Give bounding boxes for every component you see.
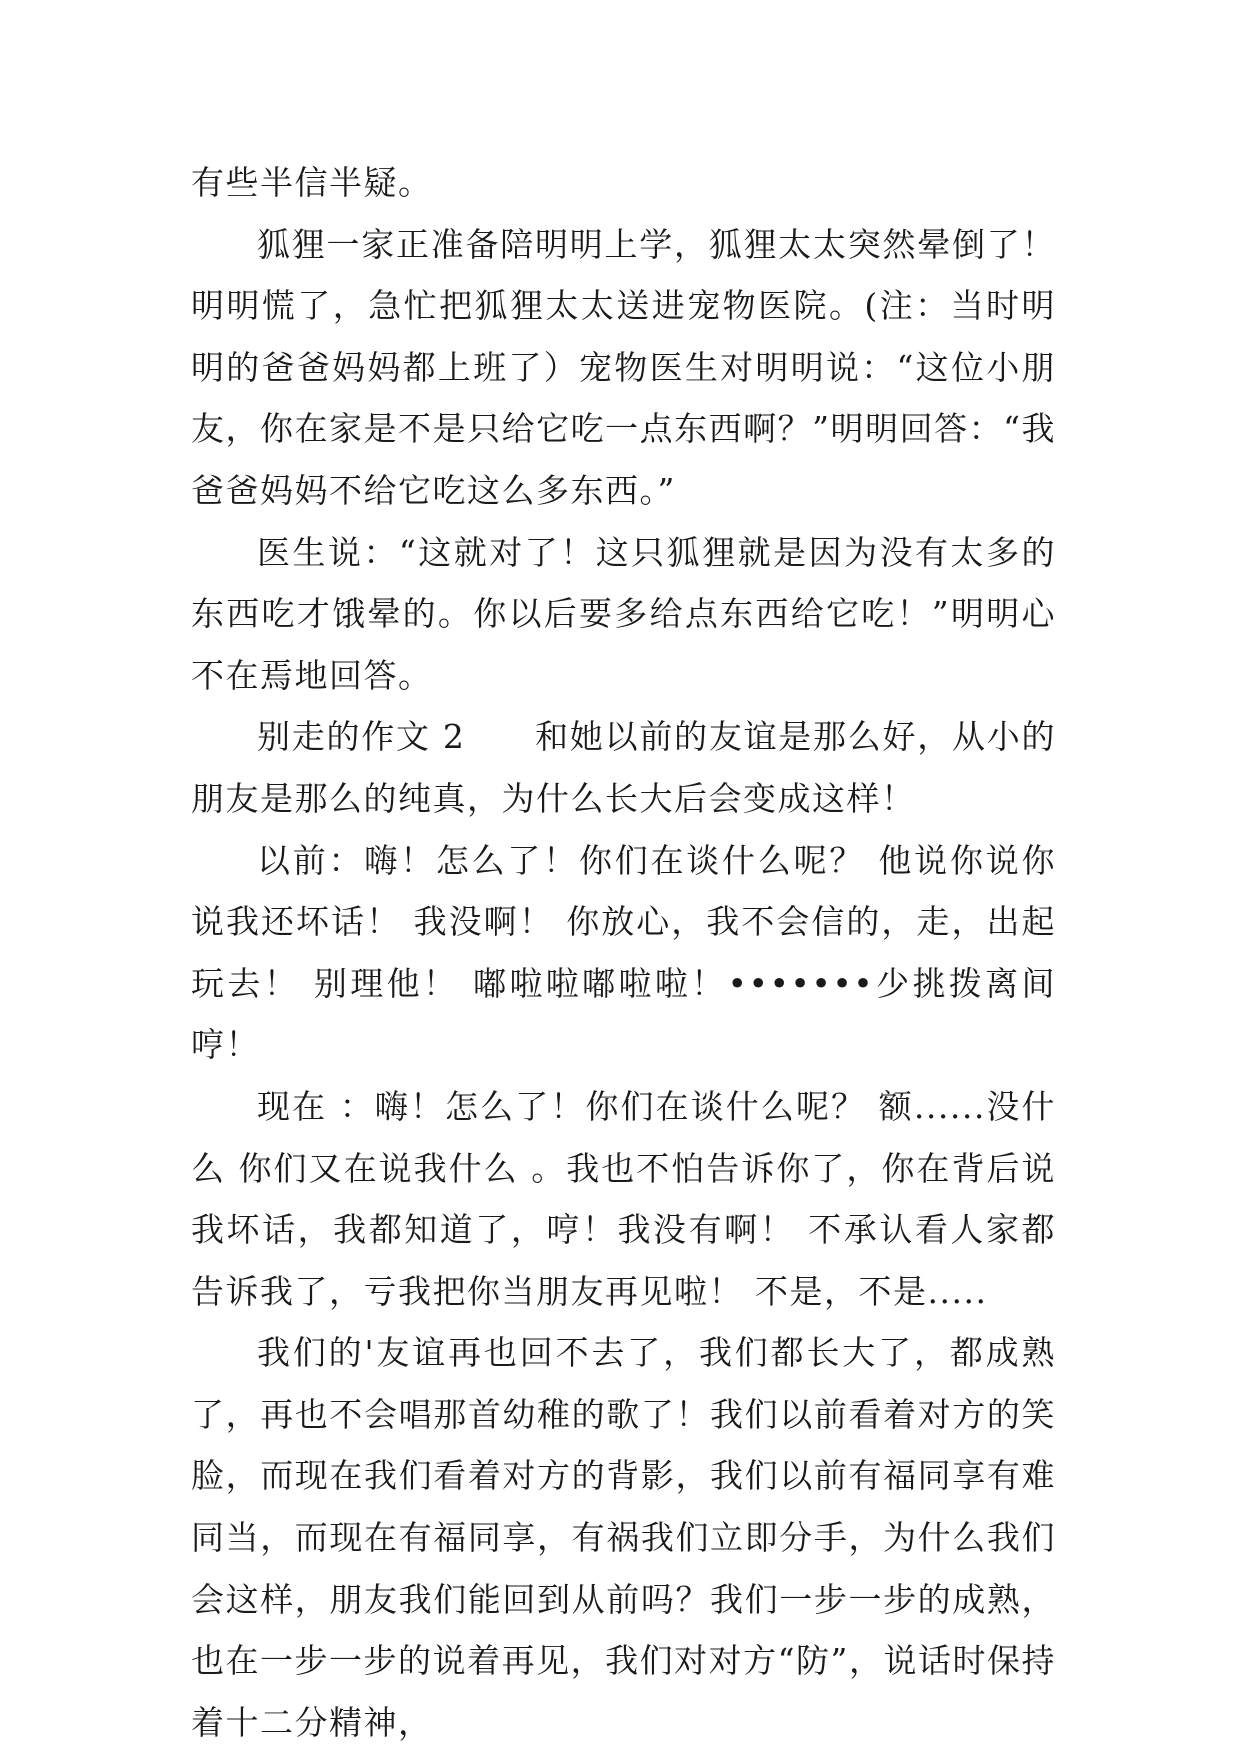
paragraph-2: 狐狸一家正准备陪明明上学，狐狸太太突然晕倒了！明明慌了，急忙把狐狸太太送进宠物医院。(注：当时明明的爸爸妈妈都上班了）宠物医生对明明说：“这位小朋友，你在家是不是只给它吃一点东西啊？”明明回答：“我爸爸妈妈不给它吃这么多东西。” — [191, 224, 1056, 510]
paragraph-1: 有些半信半疑。 — [191, 163, 433, 202]
paragraph-4: 别走的作文 2 和她以前的友谊是那么好，从小的朋友是那么的纯真，为什么长大后会变成这样！ — [191, 717, 1056, 818]
essay-body — [191, 152, 1056, 1753]
paragraph-6: 现在 ：嗨！怎么了！你们在谈什么呢？ 额......没什么 你们又在说我什么 。我也不怕告诉你了，你在背后说我坏话，我都知道了，哼！我没有啊！ 不承认看人家都告诉我了，亏我把你当朋友再见啦！ 不是，不是..... — [191, 1086, 1056, 1311]
paragraph-7: 我们的'友谊再也回不去了，我们都长大了，都成熟了，再也不会唱那首幼稚的歌了！我们以前看着对方的笑脸，而现在我们看着对方的背影，我们以前有福同享有难同当，而现在有福同享，有祸我们立即分手，为什么我们会这样，朋友我们能回到从前吗？我们一步一步的成熟，也在一步一步的说着再见，我们对对方“防”，说话时保持着十二分精神， — [191, 1333, 1056, 1742]
paragraph-3: 医生说：“这就对了！这只狐狸就是因为没有太多的东西吃才饿晕的。你以后要多给点东西给它吃！”明明心不在焉地回答。 — [191, 532, 1056, 695]
paragraph-5: 以前：嗨！怎么了！你们在谈什么呢？ 他说你说你说我还坏话！ 我没啊！ 你放心，我不会信的，走，出起玩去！ 别理他！ 嘟啦啦嘟啦啦！•••••••少挑拨离间哼！ — [191, 840, 1056, 1065]
